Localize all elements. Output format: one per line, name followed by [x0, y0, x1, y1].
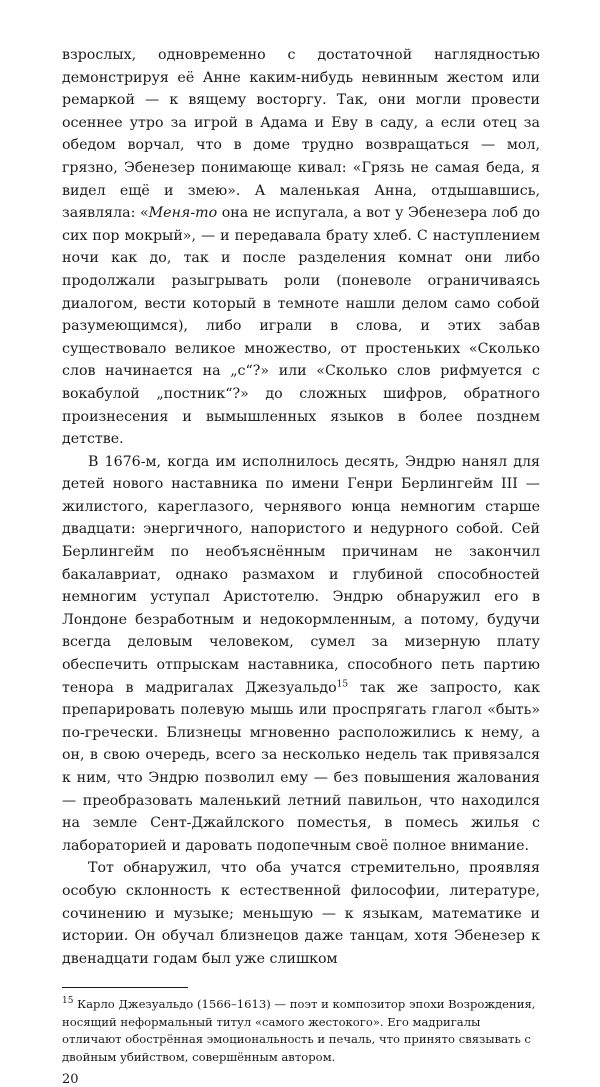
paragraph-1-text: взрослых, одновременно с достаточной наглядностью демонстрируя её Анне каким-нибудь невинным жестом или ремаркой — к вящему восторгу. Так, они могли провести осеннее утро за игрой в Адама и Еву в саду, а если отец за обедом ворчал, что в доме трудно возвращаться — мол, грязно, Эбенезер понимающе кивал: «Грязь не самая беда, я видел ещё и змею». А маленькая Анна, отдышавшись, заявляла: «	[62, 47, 540, 222]
footnote-marker: 15	[62, 996, 74, 1007]
paragraph-3-text: Тот обнаружил, что оба учатся стремительно, проявляя особую склонность к естественной философии, литературе, сочинению и музыке; меньшую — к языкам, математике и истории. Он обучал близнецов даже танцам, хотя Эбенезер к двенадцати годам был уже слишком	[62, 860, 540, 967]
paragraph-2	[62, 451, 540, 858]
footnote-divider	[62, 987, 188, 988]
paragraph-1	[62, 44, 540, 451]
footnote	[62, 996, 540, 1066]
page-number: 20	[62, 1071, 79, 1087]
book-page	[62, 44, 540, 1087]
paragraph-2-text: В 1676-м, когда им исполнилось десять, Эндрю нанял для детей нового наставника по имени Генри Берлингейм III — жилистого, кареглазого, чернявого юнца немногим старше двадцати: энергичного, напористого и недурного собой. Сей Берлингейм по необъяснённым причинам не закончил бакалавриат, однако размахом и глубиной способностей немногим уступал Аристотелю. Эндрю обнаружил его в Лондоне безработным и недокормленным, а потому, будучи всегда деловым человеком, сумел за мизерную плату обеспечить отпрыскам наставника, способного петь партию тенора в мадригалах Джезуальдо	[62, 453, 540, 696]
paragraph-2-text-continued: так же запросто, как препарировать полевую мышь или проспрягать глагол «быть» по-гречески. Близнецы мгновенно расположились к нему, а он, в свою очередь, всего за несколько недель так привязался к ним, что Эндрю позволил ему — без повышения жалования — преобразовать маленький летний павильон, что находился на земле Сент-Джайлского поместья, в помесь жилья с лабораторией и даровать подопечным своё полное внимание.	[62, 679, 540, 854]
footnote-reference[interactable]: 15	[336, 678, 349, 689]
paragraph-3	[62, 857, 540, 970]
footnote-text: Карло Джезуальдо (1566–1613) — поэт и композитор эпохи Возрождения, носящий неформальный титул «самого жестокого». Его мадригалы отличают обострённая эмоциональность и печаль, что принято связывать с двойным убийством, совершённым автором.	[62, 997, 536, 1064]
paragraph-1-text-continued: она не испугала, а вот у Эбенезера лоб до сих пор мокрый», — и передавала брату хлеб. С наступлением ночи как до, так и после разделения комнат они либо продолжали разыгрывать роли (поневоле ограничиваясь диалогом, вести который в темноте нашли делом само собой разумеющимся), либо играли в слова, и этих забав существовало великое множество, от простеньких «Сколько слов начинается на „с“?» или «Сколько слов рифмуется с вокабулой „постник“?» до сложных шифров, обратного произнесения и вымышленных языков в более позднем детстве.	[62, 205, 540, 448]
main-text	[62, 44, 540, 970]
paragraph-1-emphasis: Меня-то	[148, 205, 218, 222]
